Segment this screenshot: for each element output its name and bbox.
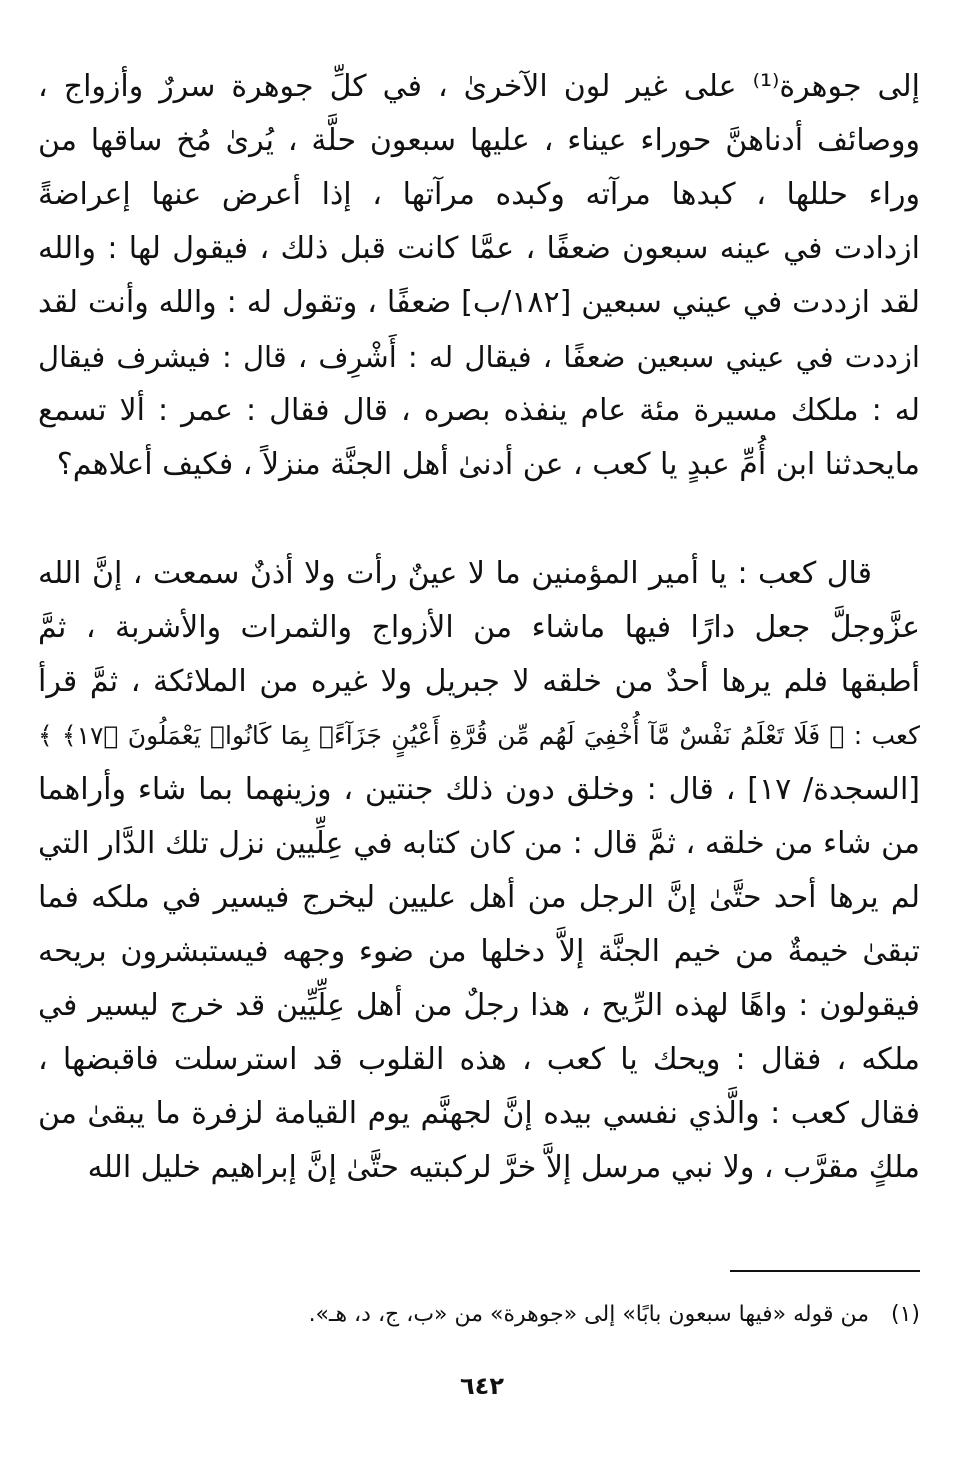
text-line: أطبقها فلم يرها أحدٌ من خلقه لا جبريل ولا غيره من الملائكة ، ثمَّ قرأ	[38, 664, 920, 699]
text-line: لم يرها أحد حتَّىٰ إنَّ الرجل من أهل عليين ليخرج فيسير في ملكه فما	[38, 880, 920, 915]
page-number: ٦٤٢	[460, 1372, 504, 1400]
text-line: تبقىٰ خيمةٌ من خيم الجنَّة إلاَّ دخلها من ضوء وجهه فيستبشرون بريحه	[38, 934, 920, 969]
text-line: فيقولون : واهًا لهذه الرِّيح ، هذا رجلٌ من أهل عِلِّيِّين قد خرج ليسير في	[38, 988, 920, 1023]
footnote-divider	[730, 1270, 920, 1272]
text-line: ازدادت في عينه سبعون ضعفًا ، عمَّا كانت قبل ذلك ، فيقول لها : والله	[38, 231, 920, 266]
quran-verse-line: كعب : ﴿ فَلَا تَعْلَمُ نَفْسٌ مَّآ أُخْفِيَ لَهُم مِّن قُرَّةِ أَعْيُنٍ جَزَآءًۢ بِمَا كَانُوا۟ يَعْمَلُونَ ﴿١٧﴾ ﴾	[38, 721, 920, 750]
text-line: له : ملكك مسيرة مئة عام ينفذه بصره ، قال فقال : عمر : ألا تسمع	[38, 393, 920, 428]
footnote	[38, 1298, 920, 1332]
text-line: ملكه ، فقال : ويحك يا كعب ، هذه القلوب قد استرسلت فاقبضها ،	[38, 1042, 920, 1077]
text-line: فقال كعب : والَّذي نفسي بيده إنَّ لجهنَّم يوم القيامة لزفرة ما يبقىٰ من	[38, 1096, 920, 1131]
text-line: من شاء من خلقه ، ثمَّ قال : من كان كتابه في عِلِّيين نزل تلك الدَّار التي	[38, 826, 920, 861]
footnote-text: من قوله «فيها سبعون بابًا» إلى «جوهرة» من «ب، ج، د، هـ».	[308, 1302, 869, 1327]
text-line: لقد ازددت في عيني سبعين [١٨٢/ب] ضعفًا ، وتقول له : والله وأنت لقد	[38, 285, 920, 320]
text-line: إلى جوهرة⁽¹⁾ على غير لون الآخرىٰ ، في كلِّ جوهرة سررٌ وأزواج ،	[38, 69, 920, 104]
paragraph-1	[38, 60, 920, 492]
text-line: ووصائف أدناهنَّ حوراء عيناء ، عليها سبعون حلَّة ، يُرىٰ مُخ ساقها من	[38, 123, 920, 158]
text-line: قال كعب : يا أمير المؤمنين ما لا عينٌ رأت ولا أذنٌ سمعت ، إنَّ الله	[38, 556, 872, 591]
footnote-number: (١)	[890, 1302, 920, 1327]
text-line: ملكٍ مقرَّب ، ولا نبي مرسل إلاَّ خرَّ لركبتيه حتَّىٰ إنَّ إبراهيم خليل الله	[87, 1150, 920, 1185]
text-line: مايحدثنا ابن أُمِّ عبدٍ يا كعب ، عن أدنىٰ أهل الجنَّة منزلاً ، فكيف أعلاهم؟	[56, 447, 920, 482]
text-line: [السجدة/ ١٧] ، قال : وخلق دون ذلك جنتين ، وزينهما بما شاء وأراهما	[38, 772, 920, 807]
text-line: عزَّوجلَّ جعل دارًا فيها ماشاء من الأزواج والثمرات والأشربة ، ثمَّ	[38, 610, 920, 645]
text-line: وراء حللها ، كبدها مرآته وكبده مرآتها ، إذا أعرض عنها إعراضةً	[38, 177, 920, 212]
paragraph-2	[38, 547, 920, 1195]
text-line: ازددت في عيني سبعين ضعفًا ، فيقال له : أَشْرِف ، قال : فيشرف فيقال	[38, 340, 920, 374]
